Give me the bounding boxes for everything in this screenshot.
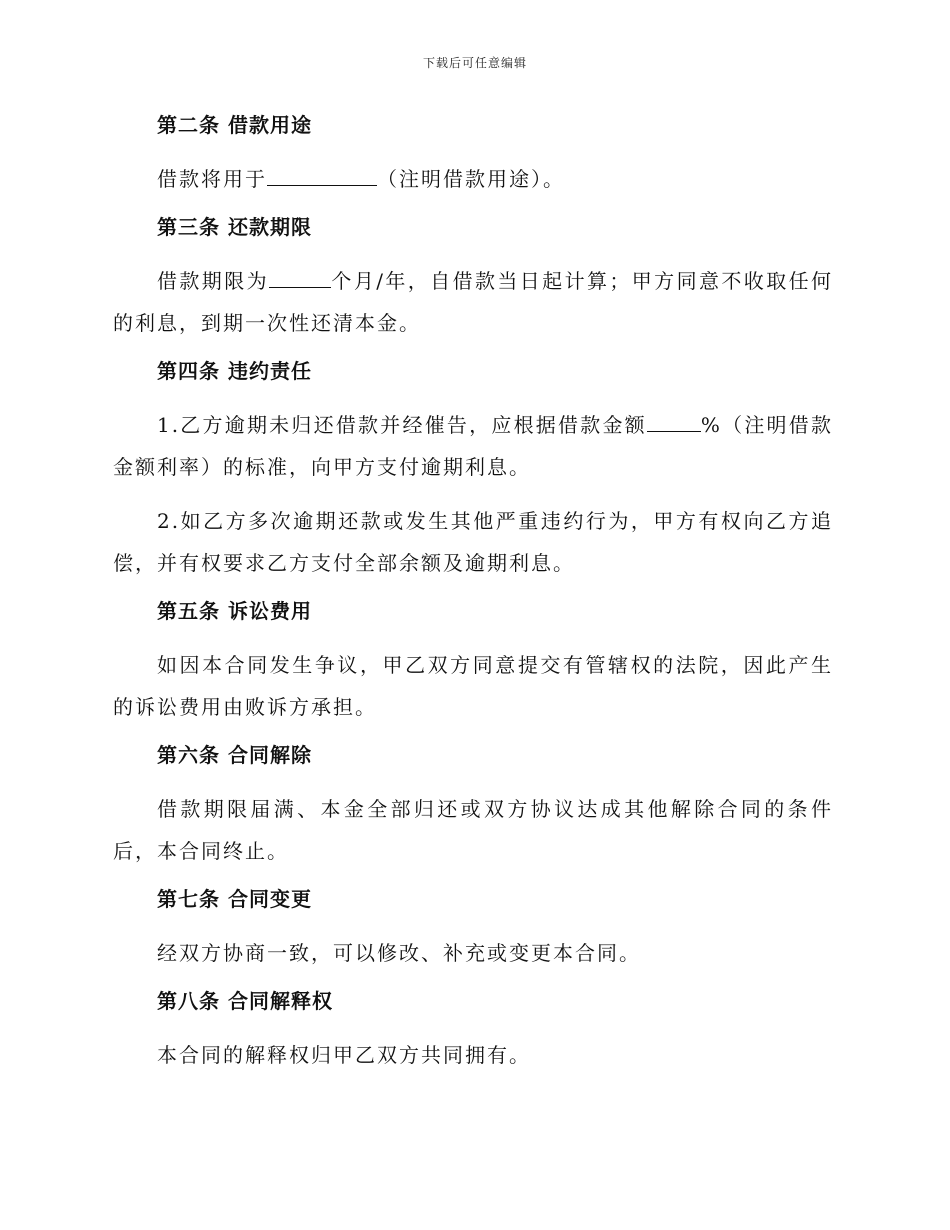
fill-in-blank bbox=[267, 161, 377, 186]
paragraph-text: %（注明借款金额利率）的标准，向甲方支付逾期利息。 bbox=[113, 413, 833, 479]
paragraph-text: 借款期限届满、本金全部归还或双方协议达成其他解除合同的条件后，本合同终止。 bbox=[113, 797, 833, 863]
article-heading: 第三条 还款期限 bbox=[157, 215, 312, 239]
article-paragraph bbox=[113, 500, 833, 584]
article-paragraph bbox=[113, 158, 833, 200]
article-heading: 第七条 合同变更 bbox=[157, 887, 312, 911]
article-heading: 第八条 合同解释权 bbox=[157, 989, 333, 1013]
article-heading: 第二条 借款用途 bbox=[157, 113, 312, 137]
article-paragraph bbox=[113, 260, 833, 344]
paragraph-text: 个月/年，自借款当日起计算；甲方同意不收取任何的利息，到期一次性还清本金。 bbox=[113, 269, 833, 335]
article-paragraph bbox=[113, 1034, 833, 1076]
article-heading: 第五条 诉讼费用 bbox=[157, 599, 312, 623]
paragraph-text: 借款期限为 bbox=[157, 269, 270, 293]
paragraph-text: 1.乙方逾期未归还借款并经催告，应根据借款金额 bbox=[157, 413, 647, 437]
paragraph-text: 借款将用于 bbox=[157, 167, 267, 191]
article-paragraph bbox=[113, 932, 833, 974]
paragraph-text: 2.如乙方多次逾期还款或发生其他严重违约行为，甲方有权向乙方追偿，并有权要求乙方支付全部余额及逾期利息。 bbox=[113, 509, 833, 575]
article-paragraph bbox=[113, 644, 833, 728]
paragraph-text: （注明借款用途）。 bbox=[377, 167, 565, 191]
article-paragraph bbox=[113, 788, 833, 872]
paragraph-text: 经双方协商一致，可以修改、补充或变更本合同。 bbox=[157, 941, 641, 965]
article-heading: 第六条 合同解除 bbox=[157, 743, 312, 767]
fill-in-blank bbox=[647, 407, 701, 432]
paragraph-text: 如因本合同发生争议，甲乙双方同意提交有管辖权的法院，因此产生的诉讼费用由败诉方承担。 bbox=[113, 653, 833, 719]
document-body bbox=[113, 110, 833, 1088]
article-paragraph bbox=[113, 404, 833, 488]
fill-in-blank bbox=[269, 263, 331, 288]
paragraph-text: 本合同的解释权归甲乙双方共同拥有。 bbox=[157, 1043, 531, 1067]
page-header: 下载后可任意编辑 bbox=[422, 56, 527, 70]
article-heading: 第四条 违约责任 bbox=[157, 359, 312, 383]
